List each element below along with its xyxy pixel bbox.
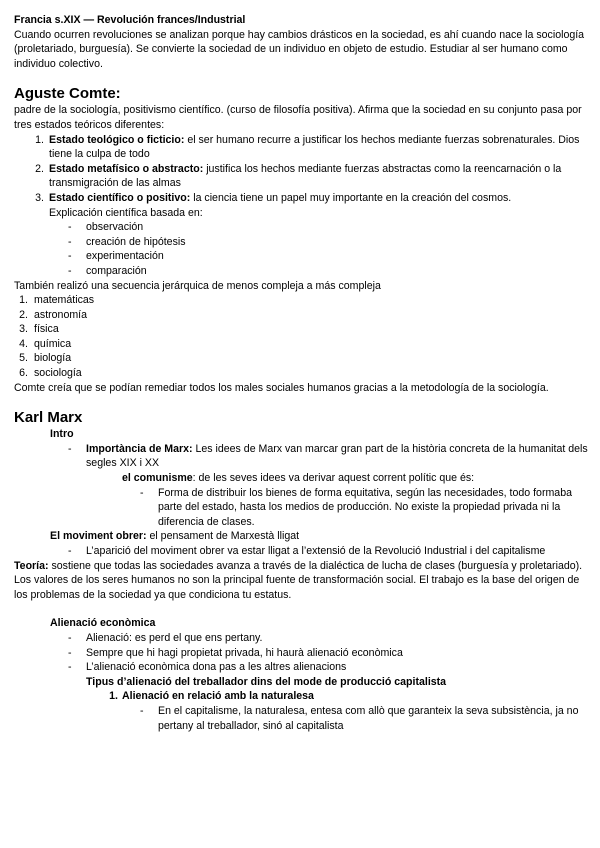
list-item [14,689,588,704]
list-number: 2. [35,162,44,175]
list-item: 6. sociología [19,367,82,380]
list-item: 5. biología [19,352,72,365]
state-text: la ciencia tiene un papel muy importante en la creación del cosmos. [190,191,512,204]
state-text: el ser humano recurre a justificar los hechos mediante fuerzas sobrenaturales. Dios tiene la culpa de todo [49,133,580,161]
dash-bullet: - [68,235,72,248]
dash-bullet: - [140,704,144,717]
alienation-list [14,631,588,675]
list-item: - comparación [68,264,147,277]
list-item: 1. matemáticas [19,294,95,307]
comte-title: Aguste Comte: [14,85,121,103]
list-item: - L’alienació econòmica dona pas a les altres alienacions [68,661,347,674]
dash-bullet: - [68,631,72,644]
list-item: - creación de hipótesis [68,235,186,248]
marx-title: Karl Marx [14,409,83,427]
dash-bullet: - [68,646,72,659]
dash-bullet: - [68,442,72,455]
list-item [14,704,588,733]
communism-definition: Forma de distribuir los bienes de forma equitativa, según las necesidades, todo formaba parte del estado, hasta los medios de producción. No existe la propiedad privada ni la diferencia de clases. [158,486,572,528]
methods-list [14,220,588,278]
communism-line: el comunisme: de les seves idees va derivar aquest corrent polític que és: [122,472,475,485]
list-item [14,486,588,530]
intro-heading: Francia s.XIX — Revolución frances/Industrial [14,14,246,26]
dash-bullet: - [68,221,72,234]
dash-bullet: - [68,661,72,674]
list-item: - observación [68,221,144,234]
alienation-title: Alienació econòmica [50,617,156,630]
sciences-list [14,293,588,381]
state-label: Estado metafísico o abstracto: [49,162,204,175]
list-item [14,442,588,471]
list-number: 3. [35,191,44,204]
list-item: 3. física [19,323,59,336]
list-number: 1. [109,690,118,703]
dash-bullet: - [140,486,144,499]
list-item: 4. química [19,337,72,350]
dash-bullet: - [68,545,72,557]
state-text: justifica los hechos mediante fuerzas abstractas como la reencarnación o la transmigración de las almas [49,162,562,190]
list-item: - experimentación [68,250,164,263]
comte-conclusion: Comte creía que se podían remediar todos los males sociales humanos gracias a la metodología de la sociología. [14,381,549,394]
movement-item: L’aparició del moviment obrer va estar lligat a l’extensió de la Revolució Industrial i del capitalisme [86,545,546,557]
marx-intro-label: Intro [50,428,74,441]
scientific-intro: Explicación científica basada en: [49,206,203,219]
importance-label: Importància de Marx: [86,442,193,455]
document-page [14,13,588,733]
list-item: - Alienació: es perd el que ens pertany. [68,631,263,644]
types-title: Tipus d’alienació del treballador dins del mode de producció capitalista [86,675,447,688]
dash-bullet: - [68,250,72,263]
list-item: 2. astronomía [19,308,87,321]
state-label: Estado científico o positivo: [49,191,191,204]
list-item [14,133,588,162]
list-item [14,544,588,559]
list-item [14,162,588,191]
comte-text: padre de la sociología, positivismo científico. (curso de filosofía positiva). Afirma que la sociedad en su conjunto pasa por tres estados teóricos diferentes: [14,104,582,131]
list-number: 1. [35,133,44,146]
comte-states-list [14,133,588,206]
theory-paragraph: Teoría: sostiene que todas las sociedades avanza a través de la dialéctica de lucha de clases (burguesía y proletariado). Los valores de los seres humanos no son la principal fuente de transformación social. El trabajo es la base del origen de los problemas de la sociedad ya que condiciona tu estatus. [14,559,583,601]
type1-label: Alienació en relació amb la naturalesa [122,690,314,703]
list-item [14,191,588,206]
intro-text: Cuando ocurren revoluciones se analizan porque hay cambios drásticos en la sociedad, es ahí cuando nace la sociología (proletariado, burguesía). Se convierte la sociedad de un individuo en objeto de estudio. Estudiar al ser humano como individuo colectivo. [14,28,585,70]
list-item: - Sempre que hi hagi propietat privada, hi haurà alienació econòmica [68,646,403,659]
dash-bullet: - [68,264,72,277]
type1-item: En el capitalisme, la naturalesa, entesa com allò que garanteix la seva subsistència, ja no pertany al treballador, sinó al capitalista [158,704,579,732]
hierarchy-intro: También realizó una secuencia jerárquica de menos compleja a más compleja [14,279,381,292]
importance-text: Les idees de Marx van marcar gran part de la història concreta de la humanitat dels segles XIX i XX [86,442,588,470]
state-label: Estado teológico o ficticio: [49,133,185,146]
movement-line: El moviment obrer: el pensament de Marxestà lligat [50,530,300,543]
